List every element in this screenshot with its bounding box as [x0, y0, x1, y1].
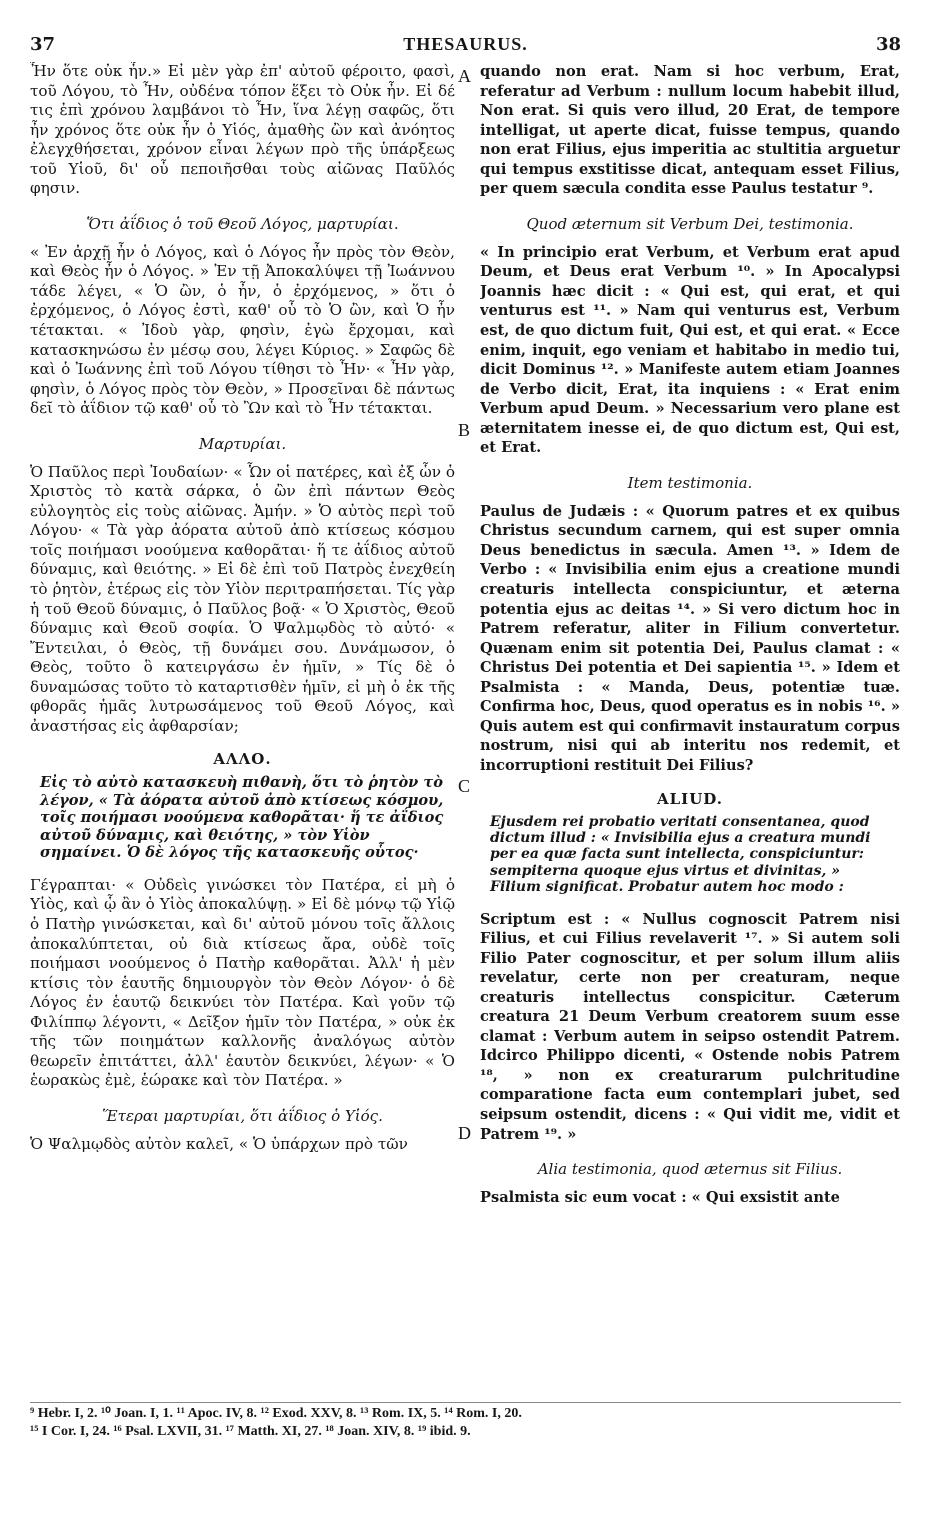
greek-paragraph: Γέγραπται· « Οὐδεὶς γινώσκει τὸν Πατέρα, εἰ μὴ ὁ Υἱὸς, καὶ ᾧ ἂν ὁ Υἱὸς ἀποκαλύψῃ. » Εἰ δὲ μόνῳ τῷ Υἱῷ ὁ Πατὴρ γινώσκεται, καὶ δι' αὐτοῦ μόνου τοῖς ἄλλοις ἀποκαλύπτεται, οὐ διὰ κτίσεως ἄρα, οὐδὲ τοῖς ποιήμασι νοούμενος ὁ Πατὴρ καθορᾶται. Ἀλλ' ἡ μὲν κτίσις τὸν ἑαυτῆς δημιουργὸν τὸν Θεὸν Λόγον· ὁ δὲ Λόγος ἐν ἑαυτῷ δεικνύει τὸν Πατέρα. Καὶ γοῦν τῷ Φιλίππῳ λέγοντι, « Δεῖξον ἡμῖν τὸν Πατέρα, » οὐκ ἐκ τῆς τῶν ποιημάτων καλλονῆς ἀναλόγως αὐτὸν θεωρεῖν ἐπιτάττει, ἀλλ' ἑαυτὸν δεικνύει, λέγων· « Ὁ ἑωρακὼς ἐμὲ, ἑώρακε καὶ τὸν Πατέρα. »	[30, 875, 455, 1090]
footnote-line: ⁹ Hebr. I, 2. ¹⁰ Joan. I, 1. ¹¹ Apoc. IV, 8. ¹² Exod. XXV, 8. ¹³ Rom. IX, 5. ¹⁴ Rom. I, 20.	[30, 1406, 522, 1421]
latin-paragraph: quando non erat. Nam si hoc verbum, Erat, referatur ad Verbum : nullum locum habebit illud, Non erat. Si quis vero illud, 20 Erat, de tempore intelligat, ut aperte dicat, fuisse tempus, quando non erat Filius, ejus imperitia ac stultitia arguetur qui tempus exstitisse dicat, antequam esset Filius, per quem sæcula condita esse Paulus testatur ⁹.	[480, 63, 900, 198]
greek-paragraph: Ἦν ὅτε οὐκ ἦν.» Εἰ μὲν γὰρ ἐπ' αὐτοῦ φέροιτο, φασὶ, τοῦ Λόγου, τὸ Ἦν, οὐδένα τόπον ἕξει τὸ Οὐκ ἦν. Εἰ δέ τις ἐπὶ χρόνου λαμβάνοι τὸ Ἦν, ἵνα λέγῃ σαφῶς, ὅτι ἦν χρόνος ὅτε οὐκ ἦν ὁ Υἱός, ἀμαθὴς ὢν καὶ ἀνόητος ἐλεγχθήσεται, χρόνον εἶναι λέγων πρὸ τῆς ὑπάρξεως τοῦ Υἱοῦ, δι' οὗ πεποιῆσθαι τοὺς αἰῶνας Παῦλός φησιν.	[30, 62, 455, 198]
greek-section-heading: Ἕτεραι μαρτυρίαι, ὅτι ἀΐδιος ὁ Υἱός.	[102, 1106, 383, 1125]
greek-paragraph: Ὁ Παῦλος περὶ Ἰουδαίων· « Ὧν οἱ πατέρες, καὶ ἐξ ὧν ὁ Χριστὸς τὸ κατὰ σάρκα, ὁ ὢν ἐπὶ πάντων Θεὸς εὐλογητὸς εἰς τοὺς αἰῶνας. Ἀμήν. » Ὁ αὐτὸς περὶ τοῦ Λόγου· « Τὰ γὰρ ἀόρατα αὐτοῦ ἀπὸ κτίσεως κόσμου τοῖς ποιήμασι νοούμενα καθορᾶται· ἥ τε ἀΐδιος αὐτοῦ δύναμις, καὶ θειότης. » Εἰ δὲ ἐπὶ τοῦ Πατρὸς ἐνεχθείη τὸ ῥητὸν, ἑτέρως εἰς τὸν Υἱὸν περιτραπήσεται. Τίς γὰρ ἡ τοῦ Θεοῦ δύναμις, ὁ Παῦλος βοᾷ· « Ὁ Χριστὸς, Θεοῦ δύναμις καὶ Θεοῦ σοφία. Ὁ Ψαλμῳδὸς τὸ αὐτό· « Ἔντειλαι, ὁ Θεὸς, τῇ δυνάμει σου. Δυνάμωσον, ὁ Θεὸς, τοῦτο ὃ κατειργάσω ἐν ἡμῖν, » Τίς δὲ ὁ δυναμώσας τοῦτο τὸ καταρτισθὲν ἡμῖν, εἰ μὴ ὁ ἐκ τῆς φθορᾶς ἡμᾶς λυτρωσάμενος τοῦ Θεοῦ Λόγος, καὶ ἀναστήσας εἰς ἀφθαρσίαν;	[30, 462, 455, 735]
margin-letter-c: C	[458, 776, 471, 796]
footnotes	[30, 1405, 901, 1441]
greek-paragraph: « Ἐν ἀρχῇ ἦν ὁ Λόγος, καὶ ὁ Λόγος ἦν πρὸς τὸν Θεὸν, καὶ Θεὸς ἦν ὁ Λόγος. » Ἐν τῇ Ἀποκαλύψει τῇ Ἰωάννου τάδε λέγει, « Ὁ ὢν, ὁ ἦν, ὁ ἐρχόμενος, » ὅτι ὁ ἐρχόμενος, ὁ Λόγος ἐστὶ, καθ' οὗ τὸ Ὁ ὢν, καὶ Ὁ ἦν τέτακται. « Ἰδοὺ γὰρ, φησὶν, ἐγὼ ἔρχομαι, καὶ κατασκηνώσω ἐν μέσῳ σου, λέγει Κύριος. » Σαφῶς δὲ καὶ ὁ Ἰωάννης ἐπὶ τοῦ Λόγου τίθησι τὸ Ἦν· « Ἦν γὰρ, φησὶν, ὁ Λόγος πρὸς τὸν Θεὸν, » Προσεῖναι δὲ πάντως δεῖ τὸ ἀΐδιον τῷ καθ' οὗ τὸ Ὢν καὶ τὸ Ἦν τέτακται.	[30, 242, 455, 418]
left-page-number: 37	[30, 33, 56, 55]
latin-paragraph: Scriptum est : « Nullus cognoscit Patrem nisi Filius, et cui Filius revelaverit ¹⁷. » Si autem soli Filio Pater cognoscitur, et per solum illum aliis revelatur, certe non per creaturam, neque creaturis intellectus conspicitur. Cæterum creatura 21 Deum Verbum creatorem suum esse clamat : Verbum autem in seipso ostendit Patrem. Idcirco Philippo dicenti, « Ostende nobis Patrem ¹⁸, » non ex creaturarum pulchritudine comparatione facta eum contemplari jubet, sed seipsum ostendit, dicens : « Qui vidit me, vidit et Patrem ¹⁹. »	[480, 910, 900, 1143]
latin-paragraph: Paulus de Judæis : « Quorum patres et ex quibus Christus secundum carnem, qui est super omnia Deus benedictus in sæcula. Amen ¹³. » Idem de Verbo : « Invisibilia enim ejus a creatione mundi creaturis intellecta conspiciuntur, et æterna potentia ejus ac deitas ¹⁴. » Si vero dictum hoc in Patrem referatur, aliter in Filium convertetur. Quænam enim sit potentia Dei, Paulus clamat : « Christus Dei potentia et Dei sapientia ¹⁵. » Idem et Psalmista : « Manda, Deus, potentiæ tuæ. Confirma hoc, Deus, quod operatus es in nobis ¹⁶. » Quis autem est qui confirmavit instauratum corpus nostrum, nisi qui ab interitu nos redemit, et incorruptioni restituit Dei Filius?	[480, 502, 900, 774]
greek-column	[30, 62, 455, 1400]
footnote-line: ¹⁵ I Cor. I, 24. ¹⁶ Psal. LXVII, 31. ¹⁷ Matth. XI, 27. ¹⁸ Joan. XIV, 8. ¹⁹ ibid. 9.	[30, 1424, 471, 1439]
latin-paragraph: « In principio erat Verbum, et Verbum erat apud Deum, et Deus erat Verbum ¹⁰. » In Apocalypsi Joannis hæc dicit : « Qui est, qui erat, et qui venturus est ¹¹. » Nam qui venturus est, Verbum est, de quo dictum fuit, Qui est, et qui erat. « Ecce enim, inquit, ego veniam et habitabo in medio tui, dicit Dominus ¹². » Manifeste autem etiam Joannes de Verbo dicit, Erat, ita inquiens : « Erat enim Verbum apud Deum. » Necessarium vero plane est æternitatem inesse ei, de quo dictum est, Qui est, et Erat.	[480, 243, 900, 457]
latin-section-heading: Alia testimonia, quod æternus sit Filius.	[537, 1160, 843, 1179]
margin-letter-b: B	[458, 420, 471, 440]
latin-section-heading: Item testimonia.	[627, 473, 753, 492]
latin-lemma: Ejusdem rei probatio veritati consentanea, quod dictum illud : « Invisibilia ejus a creatura mundi per ea quæ facta sunt intellecta, conspiciuntur: sempiterna quoque ejus virtus et divinitas, » Filium significat. Probatur autem hoc modo :	[490, 813, 871, 896]
margin-letter-a: A	[458, 66, 471, 86]
margin-letter-d: D	[458, 1123, 471, 1143]
right-page-number: 38	[875, 33, 901, 55]
greek-lemma: Εἰς τὸ αὐτὸ κατασκευὴ πιθανὴ, ὅτι τὸ ῥητὸν τὸ λέγον, « Τὰ ἀόρατα αὐτοῦ ἀπὸ κτίσεως κόσμου, τοῖς ποιήμασι νοούμενα καθορᾶται· ἥ τε ἀΐδιος αὐτοῦ δύναμις, καὶ θειότης, » τὸν Υἱὸν σημαίνει. Ὁ δὲ λόγος τῆς κατασκευῆς οὗτος·	[40, 774, 444, 862]
latin-section-heading: Quod æternum sit Verbum Dei, testimonia.	[526, 214, 854, 233]
greek-paragraph: Ὁ Ψαλμῳδὸς αὐτὸν καλεῖ, « Ὁ ὑπάρχων πρὸ τῶν	[30, 1134, 408, 1153]
greek-section-heading: ΑΛΛΟ.	[213, 750, 272, 769]
footnote-rule	[30, 1402, 901, 1403]
greek-section-heading: Ὅτι ἀΐδιος ὁ τοῦ Θεοῦ Λόγος, μαρτυρίαι.	[86, 214, 399, 233]
latin-column	[480, 62, 900, 1400]
greek-section-heading: Μαρτυρίαι.	[198, 434, 287, 453]
page-header	[30, 30, 901, 58]
latin-paragraph: Psalmista sic eum vocat : « Qui exsistit ante	[480, 1189, 840, 1207]
latin-section-heading: ALIUD.	[657, 789, 723, 808]
running-title: THESAURUS.	[403, 33, 528, 54]
